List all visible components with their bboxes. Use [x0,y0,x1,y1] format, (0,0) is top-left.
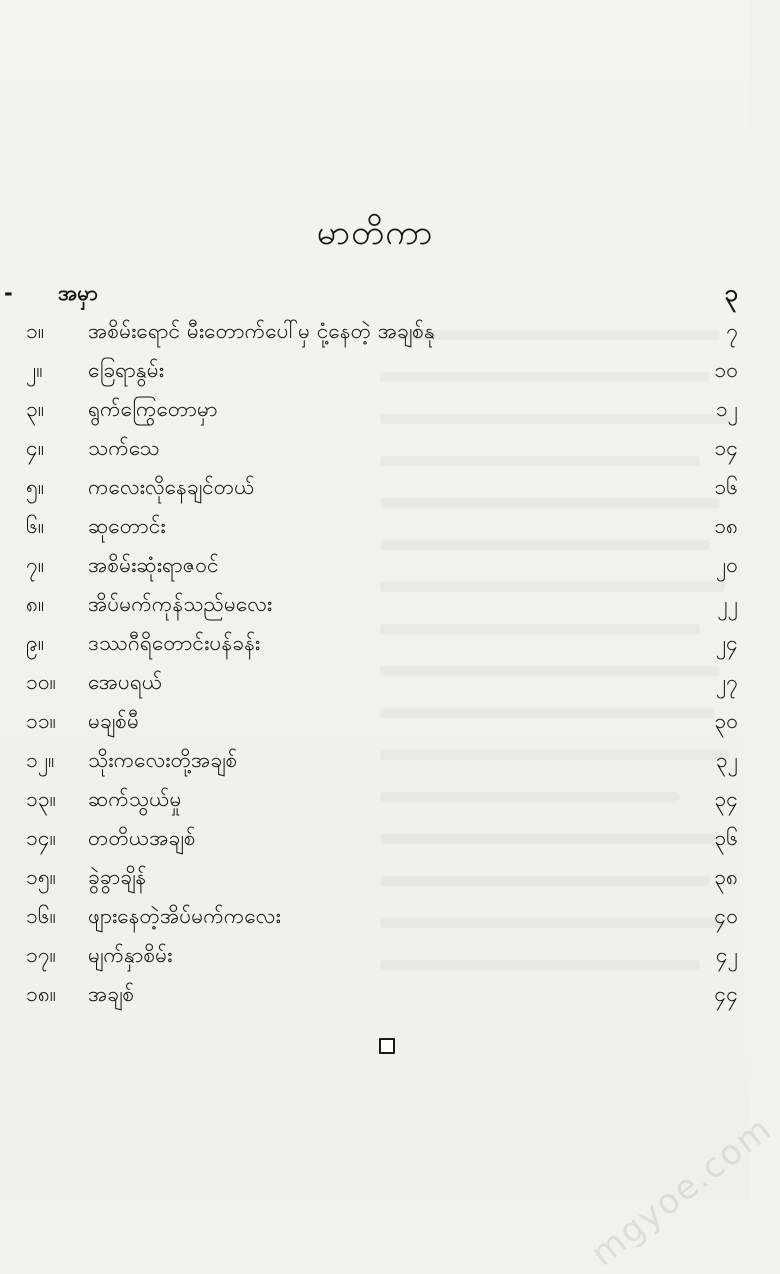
toc-page-number: ၂၀ [715,553,738,577]
toc-title: ဆုတောင်း [88,514,166,538]
toc-page-number: ၃၈ [714,865,738,889]
toc-title: အစိမ်းရောင် မီးတောက်ပေါ်မှ ငုံ့နေတဲ့ အချစ်နု [88,319,435,343]
toc-page-number: ၄၄ [714,982,738,1006]
toc-row[interactable] [0,391,750,427]
toc-number: ၅။ [26,475,45,499]
toc-title: ဆက်သွယ်မှု [88,787,182,811]
toc-row[interactable] [0,781,750,817]
toc-row[interactable] [0,508,750,544]
toc-page-number: ၂၄ [715,631,738,655]
toc-title: မချစ်မီ [88,709,139,733]
toc-page-number: ၄၂ [715,943,738,967]
toc-row[interactable] [0,898,750,934]
toc-row[interactable] [0,664,750,700]
toc-number: ၁၂။ [26,748,55,772]
toc-row[interactable] [0,937,750,973]
toc-row[interactable] [0,547,750,583]
toc-number: ၁၆။ [26,904,56,928]
toc-title: အမှာ [58,281,98,305]
toc-title: ဖျားနေတဲ့အိပ်မက်ကလေး [88,904,281,928]
toc-row[interactable] [0,469,750,505]
toc-page-number: ၁၈ [714,514,738,538]
toc-page-number: ၂၂ [717,592,738,616]
toc-number: ၃။ [26,397,45,421]
toc-number: ၁၄။ [26,826,56,850]
toc-number: ၇။ [26,553,45,577]
toc-row[interactable] [0,976,750,1012]
toc-row[interactable] [0,586,750,622]
toc-title: ကလေးလိုနေချင်တယ် [88,475,255,499]
toc-row[interactable] [0,625,750,661]
toc-page-number: ၃၂ [715,748,738,772]
toc-number: ၉။ [26,631,45,655]
toc-title: မျက်နှာစိမ်း [88,943,173,967]
toc-number: ၄။ [26,436,45,460]
toc-title: ရွက်ကြွေတောမှာ [88,397,218,421]
page-title: မာတိကာ [316,212,434,253]
toc-page-number: ၃၆ [714,826,738,850]
toc-page-number: ၄၀ [714,904,738,928]
watermark: mgyoe.com [583,1108,780,1274]
toc-number: ၁၈။ [26,982,57,1006]
toc-title: သက်သေ [88,436,160,460]
toc-row-foreword[interactable] [0,275,750,311]
toc-number: ၁။ [26,319,45,343]
toc-title: အိပ်မက်ကုန်သည်မလေး [88,592,273,616]
toc-number: ၁၁။ [26,709,56,733]
toc-page-number: ၁၂ [715,397,738,421]
toc-number: ၁၃။ [26,787,56,811]
toc-number: - [4,281,13,305]
toc-number: ၁၅။ [26,865,56,889]
toc-page-number: ၁၆ [714,475,738,499]
toc-page-number: ၃၀ [714,709,738,733]
toc-number: ၂။ [26,358,43,382]
toc-title: ခွဲခွာချိန် [88,865,147,889]
toc-page-number: ၁၀ [714,358,738,382]
toc-page-number: ၃ [724,279,738,307]
toc-title: ခြေရာနွမ်း [88,358,165,382]
toc-number: ၁၇။ [26,943,56,967]
end-square-icon [379,1038,395,1054]
toc-title: အချစ် [88,982,135,1006]
toc-row[interactable] [0,352,750,388]
toc-page-number: ၁၄ [714,436,738,460]
toc-number: ၁၀။ [26,670,56,694]
toc-row[interactable] [0,703,750,739]
toc-page-number: ၂၇ [715,670,738,694]
toc-page-number: ၃၄ [714,787,738,811]
toc-row[interactable] [0,820,750,856]
toc-title: အေပရယ် [88,670,163,694]
toc-row[interactable] [0,430,750,466]
toc-title: တတိယအချစ် [88,826,196,850]
toc-title: ဒဿဂီရိတောင်းပန်ခန်း [88,631,261,655]
toc-number: ၈။ [26,592,45,616]
toc-number: ၆။ [26,514,45,538]
toc-row[interactable] [0,859,750,895]
toc-title: သိုးကလေးတို့အချစ် [88,748,238,772]
toc-row[interactable] [0,313,750,349]
toc-page-number: ၇ [726,319,738,343]
toc-row[interactable] [0,742,750,778]
toc-title: အစိမ်းဆုံးရာဇဝင် [88,553,219,577]
